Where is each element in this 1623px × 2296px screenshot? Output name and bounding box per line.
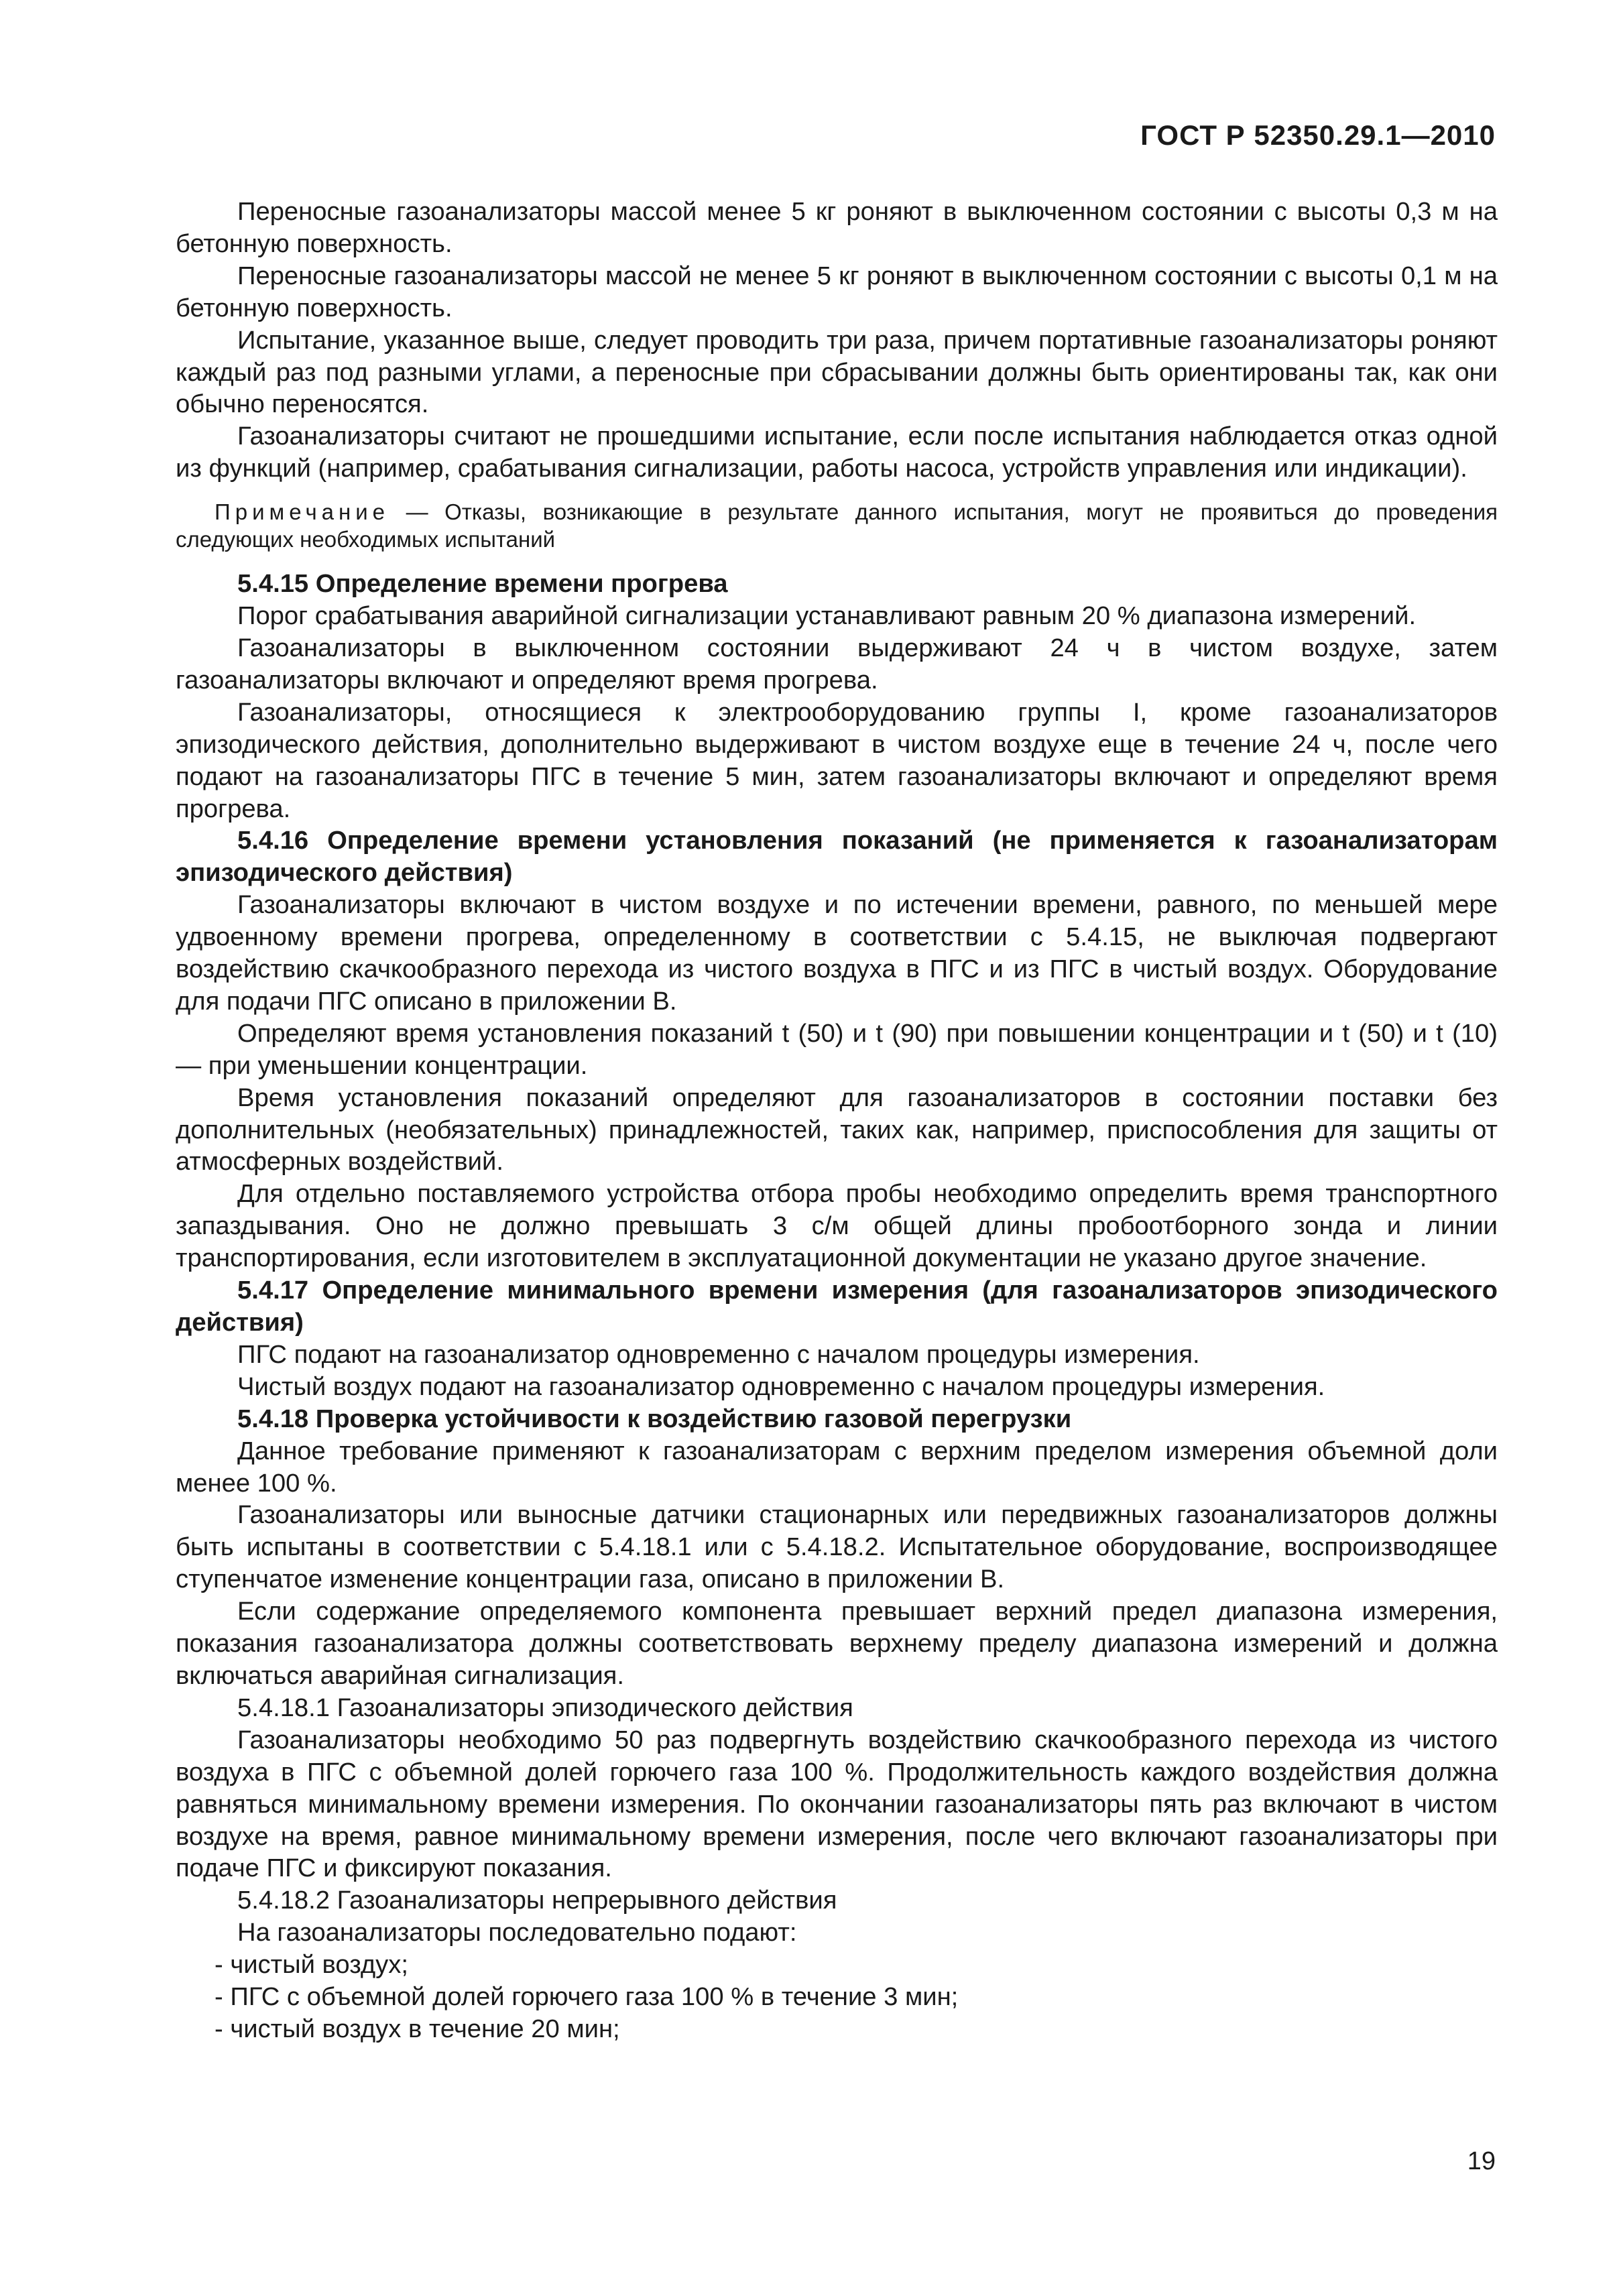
body-paragraph: Газоанализаторы или выносные датчики стационарных или передвижных газоанализаторов должны быть испытаны в соответствии с 5.4.18.1 или с 5.4.18.2. Испытательное оборудование, воспроизводящее ступенчатое изменение концентрации газа, описано в приложении В. (176, 1500, 1498, 1594)
body-paragraph: Газоанализаторы считают не прошедшими испытание, если после испытания наблюдается отказ одной из функций (например, срабатывания сигнализации, работы насоса, устройств управления или индикации). (176, 422, 1498, 483)
body-paragraph: Определяют время установления показаний t (50) и t (90) при повышении концентрации и t (50) и t (10) — при уменьшении концентрации. (176, 1018, 1498, 1080)
list-item: - чистый воздух; (215, 1950, 408, 1980)
section-heading: 5.4.18 Проверка устойчивости к воздействию газовой перегрузки (237, 1404, 1072, 1433)
body-paragraph: ПГС подают на газоанализатор одновременно с началом процедуры измерения. (237, 1339, 1200, 1369)
body-paragraph: Чистый воздух подают на газоанализатор одновременно с началом процедуры измерения. (237, 1372, 1325, 1401)
note-text: — Отказы, возникающие в результате данного испытания, могут не проявиться до проведения следующих необходимых испытаний (176, 499, 1498, 552)
body-paragraph: Газоанализаторы необходимо 50 раз подвергнуть воздействию скачкообразного перехода из чистого воздуха в ПГС с объемной долей горючего газа 100 %. Продолжительность каждого воздействия должна равняться минимальному времени измерения. По окончании газоанализаторы пять раз включают в чистом воздухе на время, равное минимальному времени измерения, после чего включают газоанализаторы при подаче ПГС и фиксируют показания. (176, 1725, 1498, 1883)
body-paragraph: Переносные газоанализаторы массой не менее 5 кг роняют в выключенном состоянии с высоты 0,1 м на бетонную поверхность. (176, 261, 1498, 322)
body-paragraph: Газоанализаторы, относящиеся к электрооборудованию группы I, кроме газоанализаторов эпизодического действия, дополнительно выдерживают в чистом воздухе еще в течение 24 ч, после чего подают на газоанализаторы ПГС в течение 5 мин, затем газоанализаторы включают и определяют время прогрева. (176, 697, 1498, 823)
body-paragraph: 5.4.18.2 Газоанализаторы непрерывного действия (237, 1886, 837, 1915)
body-paragraph: Если содержание определяемого компонента превышает верхний предел диапазона измерения, показания газоанализатора должны соответствовать верхнему пределу диапазона измерений и должна включаться аварийная сигнализация. (176, 1597, 1498, 1690)
body-paragraph: Данное требование применяют к газоанализаторам с верхним пределом измерения объемной доли менее 100 %. (176, 1436, 1498, 1498)
list-item: - ПГС с объемной долей горючего газа 100 % в течение 3 мин; (215, 1982, 959, 2012)
body-paragraph: Газоанализаторы включают в чистом воздухе и по истечении времени, равного, по меньшей мере удвоенному времени прогрева, определенному в соответствии с 5.4.15, не выключая подвергают воздействию скачкообразного перехода из чистого воздуха в ПГС и из ПГС в чистый воздух. Оборудование для подачи ПГС описано в приложении В. (176, 890, 1498, 1016)
body-paragraph: Для отдельно поставляемого устройства отбора пробы необходимо определить время транспортного запаздывания. Оно не должно превышать 3 с/м общей длины пробоотборного зонда и линии транспортирования, если изготовителем в эксплуатационной документации не указано другое значение. (176, 1179, 1498, 1273)
section-heading: 5.4.17 Определение минимального времени измерения (для газоанализаторов эпизодического действия) (176, 1276, 1498, 1337)
note-paragraph (176, 498, 1498, 553)
page-body (176, 196, 1498, 2045)
section-heading: 5.4.16 Определение времени установления показаний (не применяется к газоанализаторам эпизодического действия) (176, 826, 1498, 888)
doc-number-header: ГОСТ Р 52350.29.1—2010 (1140, 119, 1496, 151)
body-paragraph: Испытание, указанное выше, следует проводить три раза, причем портативные газоанализаторы роняют каждый раз под разными углами, а переносные при сбрасывании должны быть ориентированы так, как они обычно переносятся. (176, 325, 1498, 419)
list-item: - чистый воздух в течение 20 мин; (215, 2014, 620, 2043)
body-paragraph: Время установления показаний определяют для газоанализаторов в состоянии поставки без дополнительных (необязательных) принадлежностей, таких как, например, приспособления для защиты от атмосферных воздействий. (176, 1083, 1498, 1176)
section-heading: 5.4.15 Определение времени прогрева (237, 569, 728, 599)
body-paragraph: На газоанализаторы последовательно подают: (237, 1918, 797, 1947)
body-paragraph: Переносные газоанализаторы массой менее 5 кг роняют в выключенном состоянии с высоты 0,3 м на бетонную поверхность. (176, 197, 1498, 258)
body-paragraph: 5.4.18.1 Газоанализаторы эпизодического действия (237, 1693, 853, 1722)
page-number: 19 (1467, 2147, 1496, 2175)
body-paragraph: Газоанализаторы в выключенном состоянии выдерживают 24 ч в чистом воздухе, затем газоанализаторы включают и определяют время прогрева. (176, 633, 1498, 694)
body-paragraph: Порог срабатывания аварийной сигнализации устанавливают равным 20 % диапазона измерений. (237, 601, 1417, 631)
note-label: Примечание (215, 499, 390, 525)
